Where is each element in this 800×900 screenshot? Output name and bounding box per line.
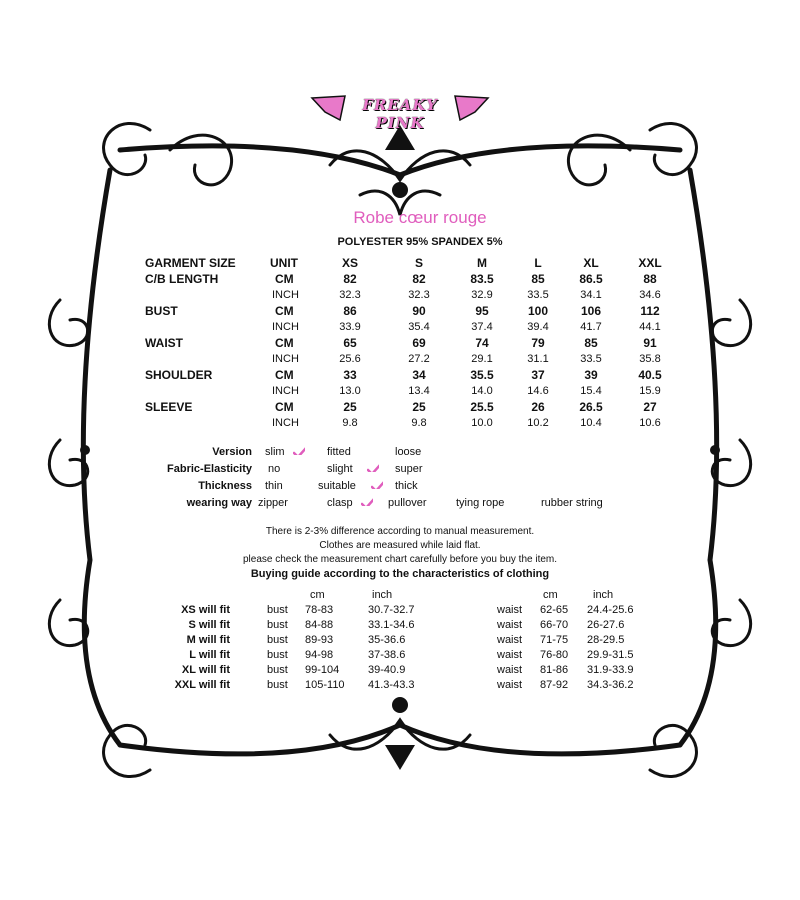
- unit-cm: CM: [275, 304, 294, 318]
- guide-waist-label: waist: [497, 679, 523, 691]
- row-label: WAIST: [145, 336, 183, 350]
- characteristic-option: pullover: [388, 497, 427, 509]
- inch-value: 10.2: [527, 417, 549, 429]
- note-laid-flat: Clothes are measured while laid flat.: [319, 540, 481, 551]
- cm-value: 25: [343, 400, 357, 414]
- guide-bust-label: bust: [267, 619, 288, 631]
- cm-value: 39: [584, 368, 598, 382]
- guide-bust-inch: 39-40.9: [368, 664, 406, 676]
- cm-value: 85: [584, 336, 598, 350]
- header-s: S: [414, 256, 423, 270]
- cm-value: 106: [580, 304, 602, 318]
- guide-waist-label: waist: [497, 649, 523, 661]
- inch-value: 25.6: [339, 353, 361, 365]
- cm-value: 91: [643, 336, 657, 350]
- guide-waist-cm: 76-80: [540, 649, 569, 661]
- header-xl: XL: [583, 256, 599, 270]
- cm-value: 27: [643, 400, 657, 414]
- guide-waist-label: waist: [497, 619, 523, 631]
- guide-waist-cm: 71-75: [540, 634, 569, 646]
- inch-value: 14.0: [471, 385, 493, 397]
- guide-waist-inch-header: inch: [593, 589, 614, 601]
- guide-bust-cm: 99-104: [305, 664, 340, 676]
- inch-value: 44.1: [639, 321, 661, 333]
- fabric-composition: POLYESTER 95% SPANDEX 5%: [337, 236, 503, 248]
- guide-waist-inch: 34.3-36.2: [587, 679, 634, 691]
- guide-bust-label: bust: [267, 649, 288, 661]
- guide-bust-cm-header: cm: [310, 589, 325, 601]
- cm-value: 88: [643, 272, 657, 286]
- guide-waist-cm: 87-92: [540, 679, 569, 691]
- unit-cm: CM: [275, 400, 294, 414]
- characteristic-label: Version: [212, 446, 252, 458]
- unit-inch: INCH: [272, 353, 299, 365]
- inch-value: 10.0: [471, 417, 493, 429]
- buying-guide-title: Buying guide according to the characteristics of clothing: [250, 568, 550, 580]
- guide-waist-inch: 26-27.6: [587, 619, 625, 631]
- guide-bust-inch: 33.1-34.6: [368, 619, 415, 631]
- unit-cm: CM: [275, 368, 294, 382]
- characteristic-option: loose: [395, 446, 422, 458]
- guide-waist-inch: 24.4-25.6: [587, 604, 634, 616]
- characteristic-option: zipper: [258, 497, 288, 509]
- guide-bust-cm: 78-83: [305, 604, 334, 616]
- unit-inch: INCH: [272, 321, 299, 333]
- inch-value: 9.8: [342, 417, 358, 429]
- inch-value: 10.4: [580, 417, 602, 429]
- note-difference: There is 2-3% difference according to manual measurement.: [265, 526, 535, 537]
- inch-value: 32.3: [339, 289, 361, 301]
- guide-waist-cm: 62-65: [540, 604, 569, 616]
- checkmark-icon: [361, 498, 373, 506]
- inch-value: 31.1: [527, 353, 549, 365]
- inch-value: 33.9: [339, 321, 361, 333]
- header-xxl: XXL: [638, 256, 662, 270]
- guide-waist-inch: 29.9-31.5: [587, 649, 634, 661]
- header-m: M: [477, 256, 487, 270]
- row-label: C/B LENGTH: [145, 272, 219, 286]
- inch-value: 15.9: [639, 385, 661, 397]
- guide-bust-inch-header: inch: [372, 589, 393, 601]
- cm-value: 90: [412, 304, 426, 318]
- characteristic-option: rubber string: [541, 497, 603, 509]
- guide-size: S will fit: [188, 619, 230, 631]
- guide-waist-label: waist: [497, 604, 523, 616]
- guide-bust-label: bust: [267, 604, 288, 616]
- inch-value: 13.0: [339, 385, 361, 397]
- inch-value: 34.6: [639, 289, 661, 301]
- characteristic-label: Thickness: [198, 480, 252, 492]
- row-label: BUST: [145, 304, 178, 318]
- characteristic-option: thick: [395, 480, 418, 492]
- cm-value: 86.5: [579, 272, 603, 286]
- inch-value: 27.2: [408, 353, 430, 365]
- inch-value: 32.3: [408, 289, 430, 301]
- characteristic-option: super: [395, 463, 423, 475]
- checkmark-icon: [367, 464, 379, 472]
- guide-waist-cm: 81-86: [540, 664, 569, 676]
- cm-value: 100: [527, 304, 549, 318]
- inch-value: 34.1: [580, 289, 602, 301]
- characteristic-option: suitable: [318, 480, 356, 492]
- cm-value: 112: [640, 304, 660, 318]
- characteristic-option: slight: [327, 463, 353, 475]
- guide-bust-cm: 105-110: [305, 679, 345, 691]
- cm-value: 86: [343, 304, 357, 318]
- header-xs: XS: [341, 256, 358, 270]
- guide-size: XS will fit: [181, 604, 230, 616]
- row-label: SHOULDER: [145, 368, 213, 382]
- guide-waist-cm-header: cm: [543, 589, 558, 601]
- cm-value: 65: [343, 336, 357, 350]
- inch-value: 35.8: [639, 353, 661, 365]
- inch-value: 33.5: [527, 289, 549, 301]
- cm-value: 69: [412, 336, 426, 350]
- cm-value: 25: [412, 400, 426, 414]
- characteristic-option: slim: [265, 446, 285, 458]
- guide-bust-cm: 84-88: [305, 619, 334, 631]
- checkmark-icon: [293, 447, 305, 455]
- unit-inch: INCH: [272, 289, 299, 301]
- brand-logo: FREAKY PINK: [362, 96, 438, 132]
- checkmark-icon: [371, 481, 383, 489]
- cm-value: 34: [412, 368, 426, 382]
- characteristic-option: clasp: [327, 497, 353, 509]
- guide-size: M will fit: [186, 634, 230, 646]
- characteristic-option: tying rope: [456, 497, 505, 509]
- guide-bust-inch: 30.7-32.7: [368, 604, 415, 616]
- guide-waist-inch: 31.9-33.9: [587, 664, 634, 676]
- guide-waist-label: waist: [497, 664, 523, 676]
- characteristic-option: thin: [265, 480, 283, 492]
- guide-bust-inch: 35-36.6: [368, 634, 406, 646]
- cm-value: 40.5: [638, 368, 662, 382]
- guide-size: XL will fit: [181, 664, 230, 676]
- guide-bust-cm: 89-93: [305, 634, 334, 646]
- cm-value: 83.5: [470, 272, 494, 286]
- inch-value: 9.8: [411, 417, 427, 429]
- guide-bust-label: bust: [267, 634, 288, 646]
- product-title: Robe cœur rouge: [353, 208, 487, 227]
- characteristic-option: fitted: [327, 446, 351, 458]
- cm-value: 37: [531, 368, 545, 382]
- inch-value: 41.7: [580, 321, 602, 333]
- cm-value: 26.5: [579, 400, 603, 414]
- inch-value: 32.9: [471, 289, 493, 301]
- guide-size: XXL will fit: [174, 679, 230, 691]
- inch-value: 37.4: [471, 321, 493, 333]
- header-unit: UNIT: [270, 256, 298, 270]
- guide-bust-inch: 37-38.6: [368, 649, 406, 661]
- inch-value: 35.4: [408, 321, 430, 333]
- cm-value: 82: [412, 272, 426, 286]
- cm-value: 35.5: [470, 368, 494, 382]
- guide-bust-label: bust: [267, 664, 288, 676]
- inch-value: 15.4: [580, 385, 602, 397]
- unit-inch: INCH: [272, 385, 299, 397]
- guide-bust-inch: 41.3-43.3: [368, 679, 415, 691]
- inch-value: 13.4: [408, 385, 430, 397]
- cm-value: 82: [343, 272, 357, 286]
- inch-value: 33.5: [580, 353, 602, 365]
- inch-value: 29.1: [471, 353, 493, 365]
- cm-value: 85: [531, 272, 545, 286]
- note-check-chart: please check the measurement chart carefully before you buy the item.: [242, 554, 558, 565]
- cm-value: 26: [531, 400, 545, 414]
- inch-value: 10.6: [639, 417, 661, 429]
- inch-value: 39.4: [527, 321, 549, 333]
- guide-waist-cm: 66-70: [540, 619, 569, 631]
- guide-bust-label: bust: [267, 679, 288, 691]
- row-label: SLEEVE: [145, 400, 193, 414]
- unit-inch: INCH: [272, 417, 299, 429]
- guide-waist-label: waist: [497, 634, 523, 646]
- cm-value: 74: [475, 336, 489, 350]
- unit-cm: CM: [275, 272, 294, 286]
- guide-bust-cm: 94-98: [305, 649, 334, 661]
- cm-value: 79: [531, 336, 545, 350]
- header-l: L: [534, 256, 542, 270]
- characteristic-label: Fabric-Elasticity: [167, 463, 252, 475]
- characteristic-label: wearing way: [186, 497, 252, 509]
- unit-cm: CM: [275, 336, 294, 350]
- header-garment-size: GARMENT SIZE: [145, 256, 236, 270]
- cm-value: 95: [475, 304, 489, 318]
- guide-waist-inch: 28-29.5: [587, 634, 625, 646]
- cm-value: 25.5: [470, 400, 494, 414]
- inch-value: 14.6: [527, 385, 549, 397]
- characteristic-option: no: [268, 463, 281, 475]
- guide-size: L will fit: [189, 649, 230, 661]
- cm-value: 33: [343, 368, 357, 382]
